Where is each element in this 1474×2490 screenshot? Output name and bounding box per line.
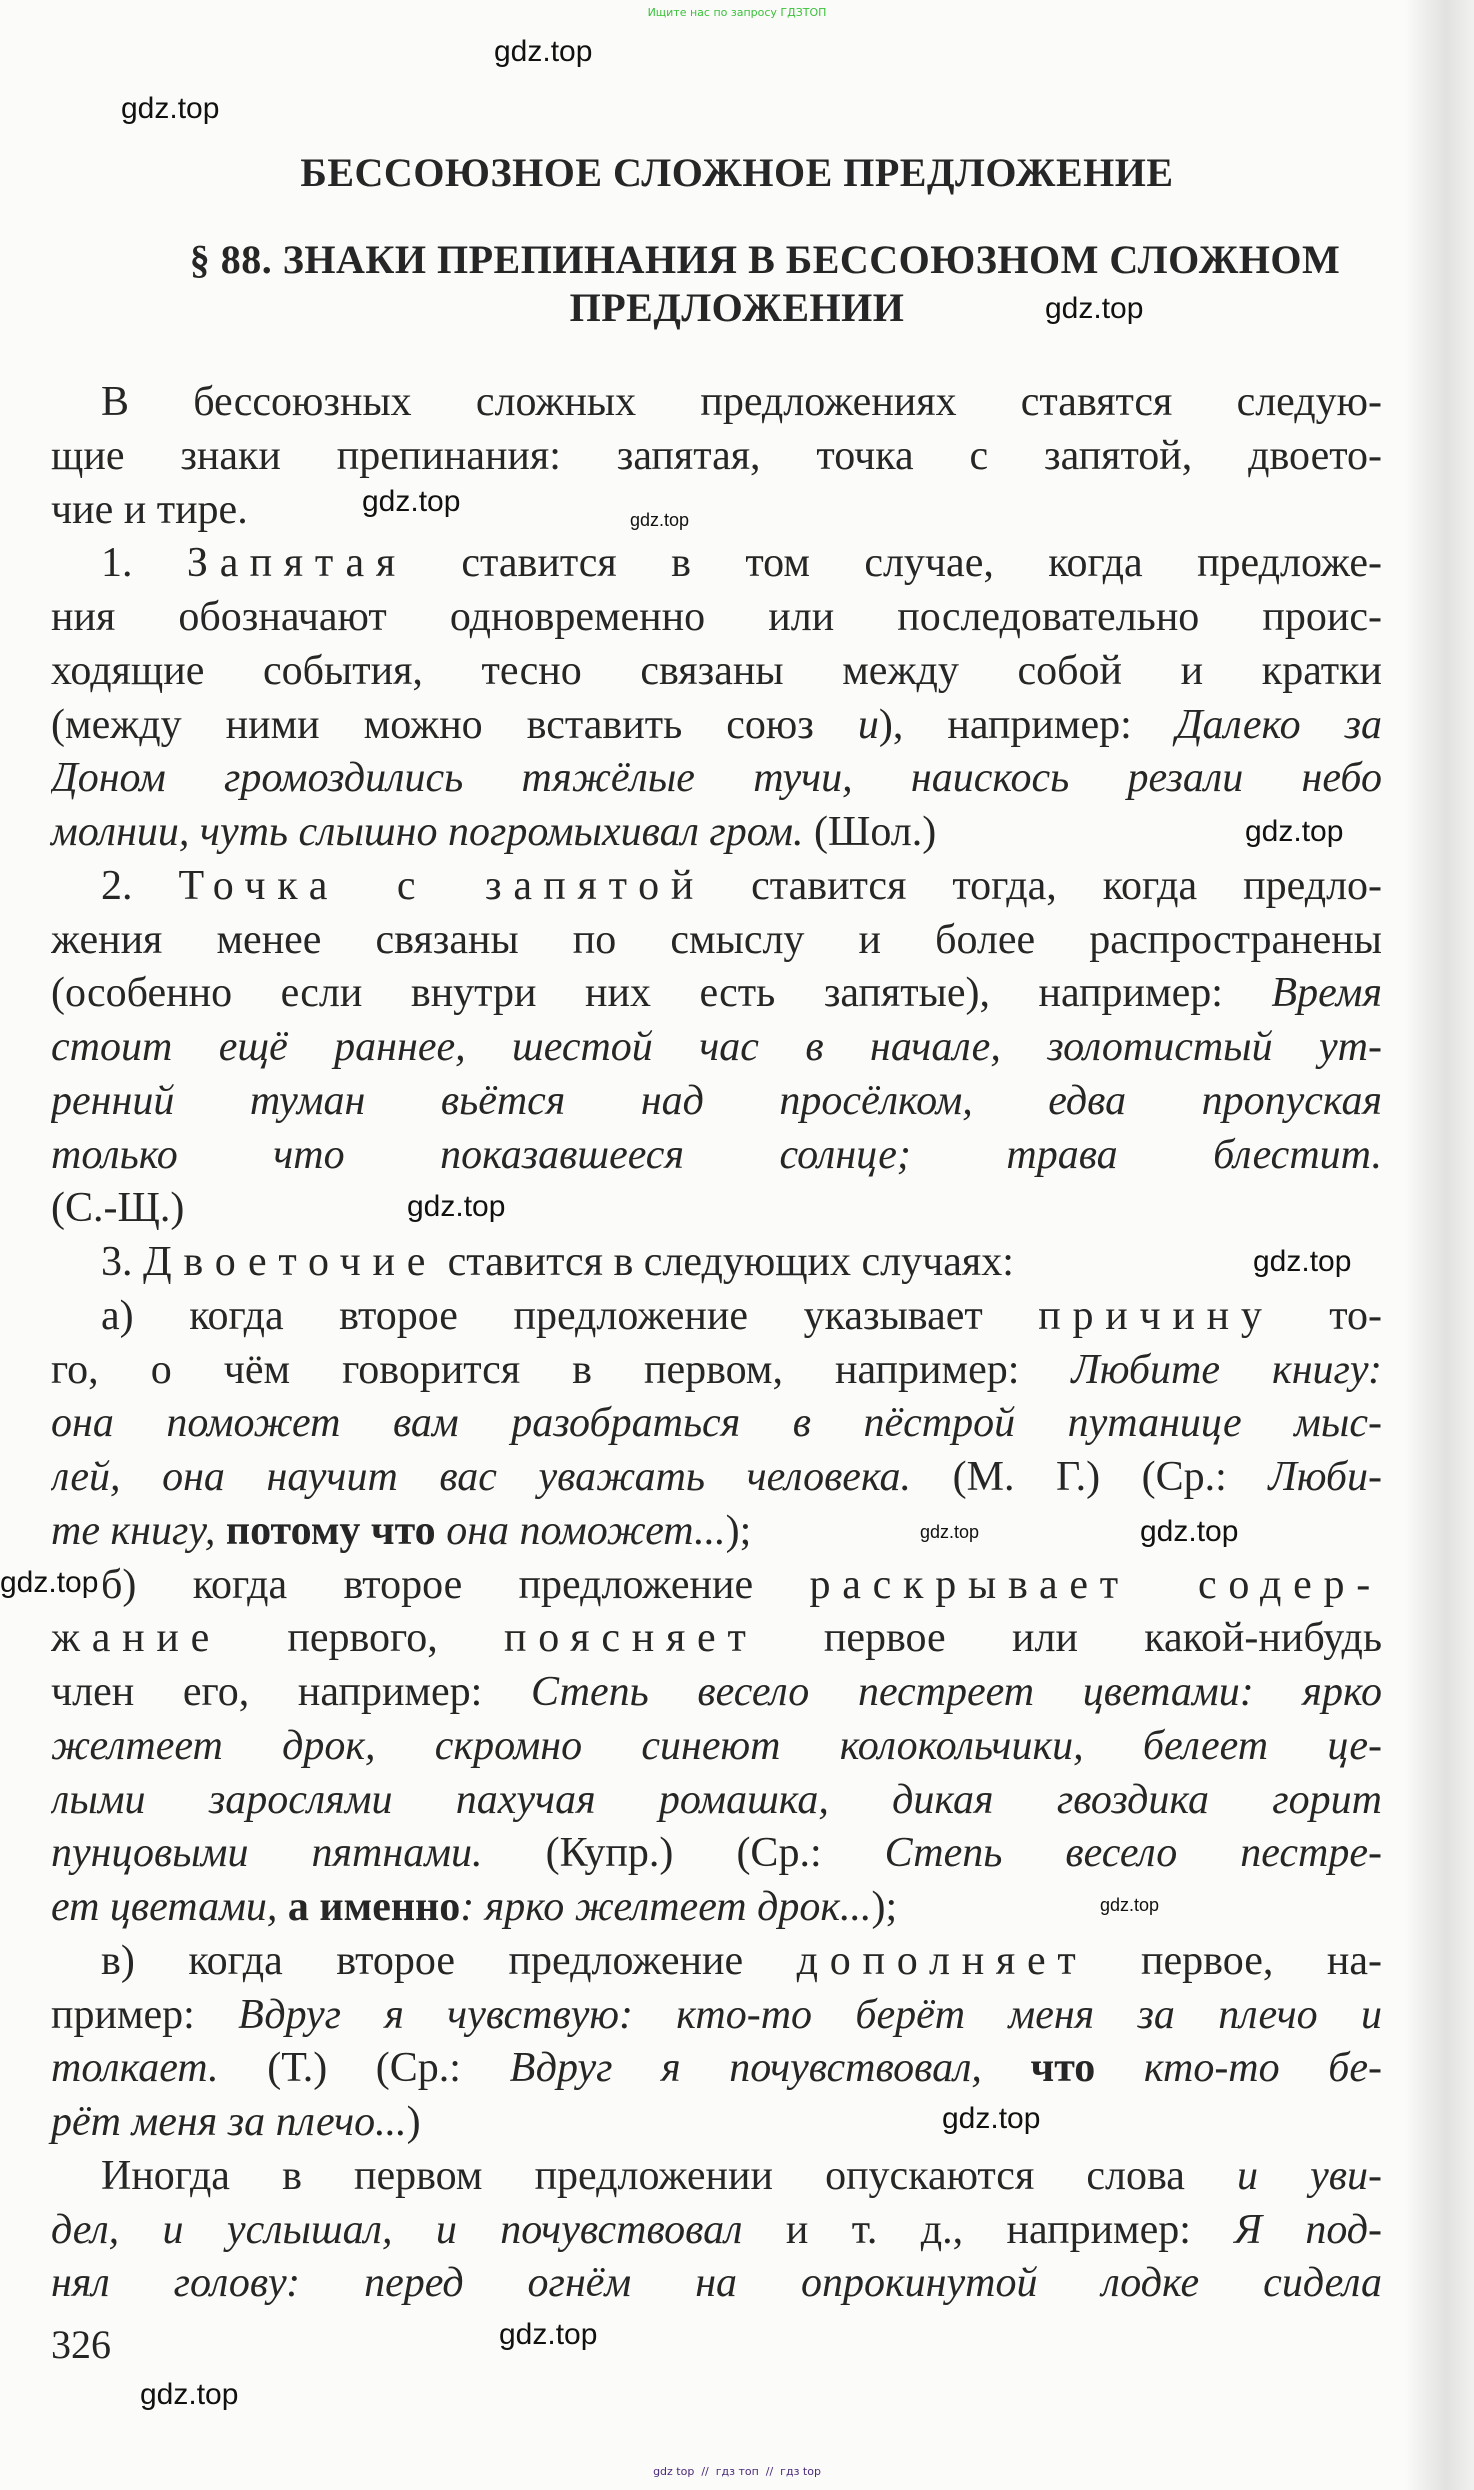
spaced-term: Точка с запятой	[178, 862, 706, 909]
example-text: Вдруг я почувствовал,	[509, 2045, 1031, 2092]
example-text: Далеко за	[1175, 701, 1382, 748]
text-line	[101, 2149, 1382, 2203]
example-text: Любите книгу:	[1071, 1346, 1382, 1393]
text-line	[51, 913, 1382, 967]
bottom-banner[interactable]	[653, 2465, 821, 2478]
text-line	[51, 1504, 751, 1558]
example-text: Люби-	[1268, 1454, 1382, 1500]
text-segment: и т. д., например:	[742, 2206, 1235, 2253]
paragraph-heading-line1: § 88. ЗНАКИ ПРЕПИНАНИЯ В БЕССОЮЗНОМ СЛОЖНОМ	[189, 237, 1341, 282]
text-segment: (особенно если внутри них есть запятые), например:	[51, 970, 1272, 1017]
bottom-banner-text: gdz top // гдз топ // гдз top	[653, 2465, 821, 2478]
spaced-term: поясняет	[504, 1615, 758, 1662]
spaced-term: жание	[51, 1615, 222, 1662]
watermark: gdz.top	[630, 510, 690, 530]
text-line	[51, 1665, 1382, 1719]
text-line	[101, 536, 1382, 590]
example-text: желтеет дрок, скромно синеют колокольчики, белеет це-	[51, 1722, 1382, 1769]
example-text: кто-то бе-	[1095, 2045, 1382, 2092]
text-segment: 2.	[101, 862, 179, 909]
spaced-term: раскрывает содер-	[809, 1561, 1382, 1608]
text-line	[51, 1826, 1382, 1880]
text-line	[51, 1719, 1382, 1773]
text-line	[51, 1020, 1382, 1074]
watermark: gdz.top	[1253, 1245, 1352, 1278]
text-segment: жения менее связаны по смыслу и более распространены	[51, 916, 1382, 963]
top-banner-text: Ищите нас по запросу ГДЗТОП	[647, 6, 827, 19]
text-segment: первого,	[221, 1615, 505, 1662]
example-text: стоит ещё раннее, шестой час в начале, золотистый ут-	[51, 1024, 1382, 1070]
text-line	[51, 1988, 1382, 2042]
text-line	[51, 698, 1382, 752]
example-text: Степь весело пестре-	[884, 1830, 1382, 1877]
text-line	[51, 1396, 1382, 1450]
text-line	[51, 966, 1382, 1020]
text-line	[51, 1880, 897, 1934]
emphasis-text: что	[1030, 2045, 1096, 2092]
example-text: ет цветами,	[51, 1884, 288, 1930]
watermark: gdz.top	[494, 35, 593, 68]
text-line	[51, 1611, 1382, 1665]
text-segment: В бессоюзных сложных предложениях ставятся следую-	[101, 379, 1382, 425]
example-text: пунцовыми пятнами.	[51, 1830, 483, 1877]
text-line	[51, 429, 1382, 483]
text-segment: (между ними можно вставить союз	[51, 701, 858, 748]
section-heading: БЕССОЮЗНОЕ СЛОЖНОЕ ПРЕДЛОЖЕНИЕ	[300, 150, 1174, 195]
example-text: Время	[1271, 970, 1382, 1017]
text-line	[101, 1934, 1382, 1988]
text-segment: )	[406, 2099, 421, 2145]
text-segment: а) когда второе предложение указывает	[101, 1292, 1039, 1339]
text-line	[51, 1128, 1382, 1182]
text-segment: (С.-Щ.)	[51, 1185, 185, 1232]
spaced-term: Запятая	[186, 540, 407, 587]
text-line	[101, 1289, 1382, 1343]
watermark: gdz.top	[0, 1566, 99, 1599]
watermark: gdz.top	[499, 2318, 598, 2351]
watermark: gdz.top	[121, 92, 220, 125]
text-segment: го, о чём говорится в первом, например:	[51, 1346, 1072, 1393]
text-segment: 3.	[101, 1239, 143, 1285]
watermark: gdz.top	[1140, 1515, 1239, 1548]
watermark: gdz.top	[140, 2378, 239, 2411]
text-line	[51, 590, 1382, 644]
text-line	[51, 805, 936, 859]
emphasis-text: потому что	[225, 1507, 436, 1554]
text-line	[51, 483, 248, 537]
example-text: те книгу,	[51, 1507, 226, 1554]
watermark: gdz.top	[407, 1190, 506, 1223]
text-segment: (Т.) (Ср.:	[218, 2045, 510, 2092]
spaced-term: дополняет	[796, 1937, 1088, 1984]
example-text: только что показавшееся солнце; трава блестит.	[51, 1131, 1382, 1178]
watermark: gdz.top	[1245, 815, 1344, 848]
watermark: gdz.top	[942, 2102, 1041, 2135]
text-segment: то-	[1273, 1292, 1382, 1339]
text-line	[51, 1773, 1382, 1827]
text-segment: ходящие события, тесно связаны между собой и кратки	[51, 647, 1382, 694]
text-segment: Иногда в первом предложении опускаются слова	[101, 2152, 1238, 2199]
text-segment: ), например:	[878, 701, 1176, 748]
page-edge-shadow	[1404, 0, 1474, 2490]
text-segment: в) когда второе предложение	[101, 1937, 797, 1984]
text-line	[51, 644, 1382, 698]
text-segment: );	[725, 1507, 752, 1554]
example-text: Доном громоздились тяжёлые тучи, наискось резали небо	[51, 755, 1382, 802]
text-segment: б) когда второе предложение	[101, 1561, 810, 1608]
text-segment: щие знаки препинания: запятая, точка с запятой, двоето-	[51, 432, 1382, 479]
text-segment: (Шол.)	[803, 809, 937, 855]
watermark: gdz.top	[1045, 292, 1144, 325]
text-segment: ния обозначают одновременно или последовательно проис-	[51, 594, 1382, 640]
example-text: молнии, чуть слышно погромыхивал гром.	[51, 809, 804, 855]
example-text: рёт меня за плечо...	[51, 2099, 407, 2145]
text-segment: чие и тире.	[51, 486, 248, 533]
spaced-term: Двоеточие	[143, 1239, 438, 1285]
text-line	[51, 1450, 1382, 1504]
watermark: gdz.top	[920, 1522, 980, 1542]
text-segment: (Купр.) (Ср.:	[482, 1830, 885, 1877]
example-text: нял голову: перед огнём на опрокинутой лодке сидела	[51, 2260, 1382, 2307]
text-line	[51, 2256, 1382, 2310]
example-text: ренний туман вьётся над просёлком, едва пропуская	[51, 1077, 1382, 1124]
text-line	[101, 1235, 1014, 1289]
page-number: 326	[51, 2322, 111, 2367]
text-line	[51, 2041, 1382, 2095]
example-text: дел, и услышал, и почувствовал	[51, 2206, 743, 2253]
text-segment: (М. Г.) (Ср.:	[911, 1454, 1269, 1500]
top-banner[interactable]	[648, 6, 827, 19]
example-text: толкает.	[51, 2045, 219, 2092]
example-text: она поможет...	[435, 1507, 726, 1554]
example-text: и уви-	[1237, 2152, 1382, 2199]
text-line	[51, 2095, 421, 2149]
text-line	[51, 1343, 1382, 1397]
text-segment: первое, на-	[1087, 1937, 1382, 1984]
example-text: Вдруг я чувствую: кто-то берёт меня за плечо и	[238, 1991, 1382, 2038]
example-text: и	[857, 701, 879, 748]
text-segment: );	[871, 1884, 898, 1930]
text-segment: ставится тогда, когда предло-	[705, 862, 1382, 909]
example-text: Я под-	[1234, 2206, 1382, 2253]
text-line	[101, 859, 1382, 913]
spaced-term: причину	[1038, 1292, 1274, 1339]
text-segment: член его, например:	[51, 1669, 532, 1715]
text-line	[51, 1074, 1382, 1128]
example-text: лей, она научит вас уважать человека.	[51, 1454, 912, 1500]
text-segment: пример:	[51, 1991, 239, 2038]
paragraph-heading-line2: ПРЕДЛОЖЕНИИ	[569, 285, 905, 330]
watermark: gdz.top	[362, 485, 461, 518]
text-line	[101, 1558, 1382, 1612]
text-segment: первое или какой-нибудь	[757, 1615, 1382, 1662]
text-segment: ставится в следующих случаях:	[437, 1239, 1014, 1285]
example-text: Степь весело пестреет цветами: ярко	[531, 1669, 1382, 1715]
text-segment: 1.	[101, 540, 187, 587]
text-segment: ставится в том случае, когда предложе-	[407, 540, 1382, 587]
example-text: лыми зарослями пахучая ромашка, дикая гвоздика горит	[51, 1776, 1382, 1823]
emphasis-text: а именно	[287, 1884, 461, 1930]
example-text: она поможет вам разобраться в пёстрой путанице мыс-	[51, 1400, 1382, 1447]
text-line	[51, 1181, 184, 1235]
text-line	[101, 375, 1382, 429]
watermark: gdz.top	[1100, 1895, 1160, 1915]
example-text: : ярко желтеет дрок...	[460, 1884, 872, 1930]
text-line	[51, 2203, 1382, 2257]
text-line	[51, 751, 1382, 805]
